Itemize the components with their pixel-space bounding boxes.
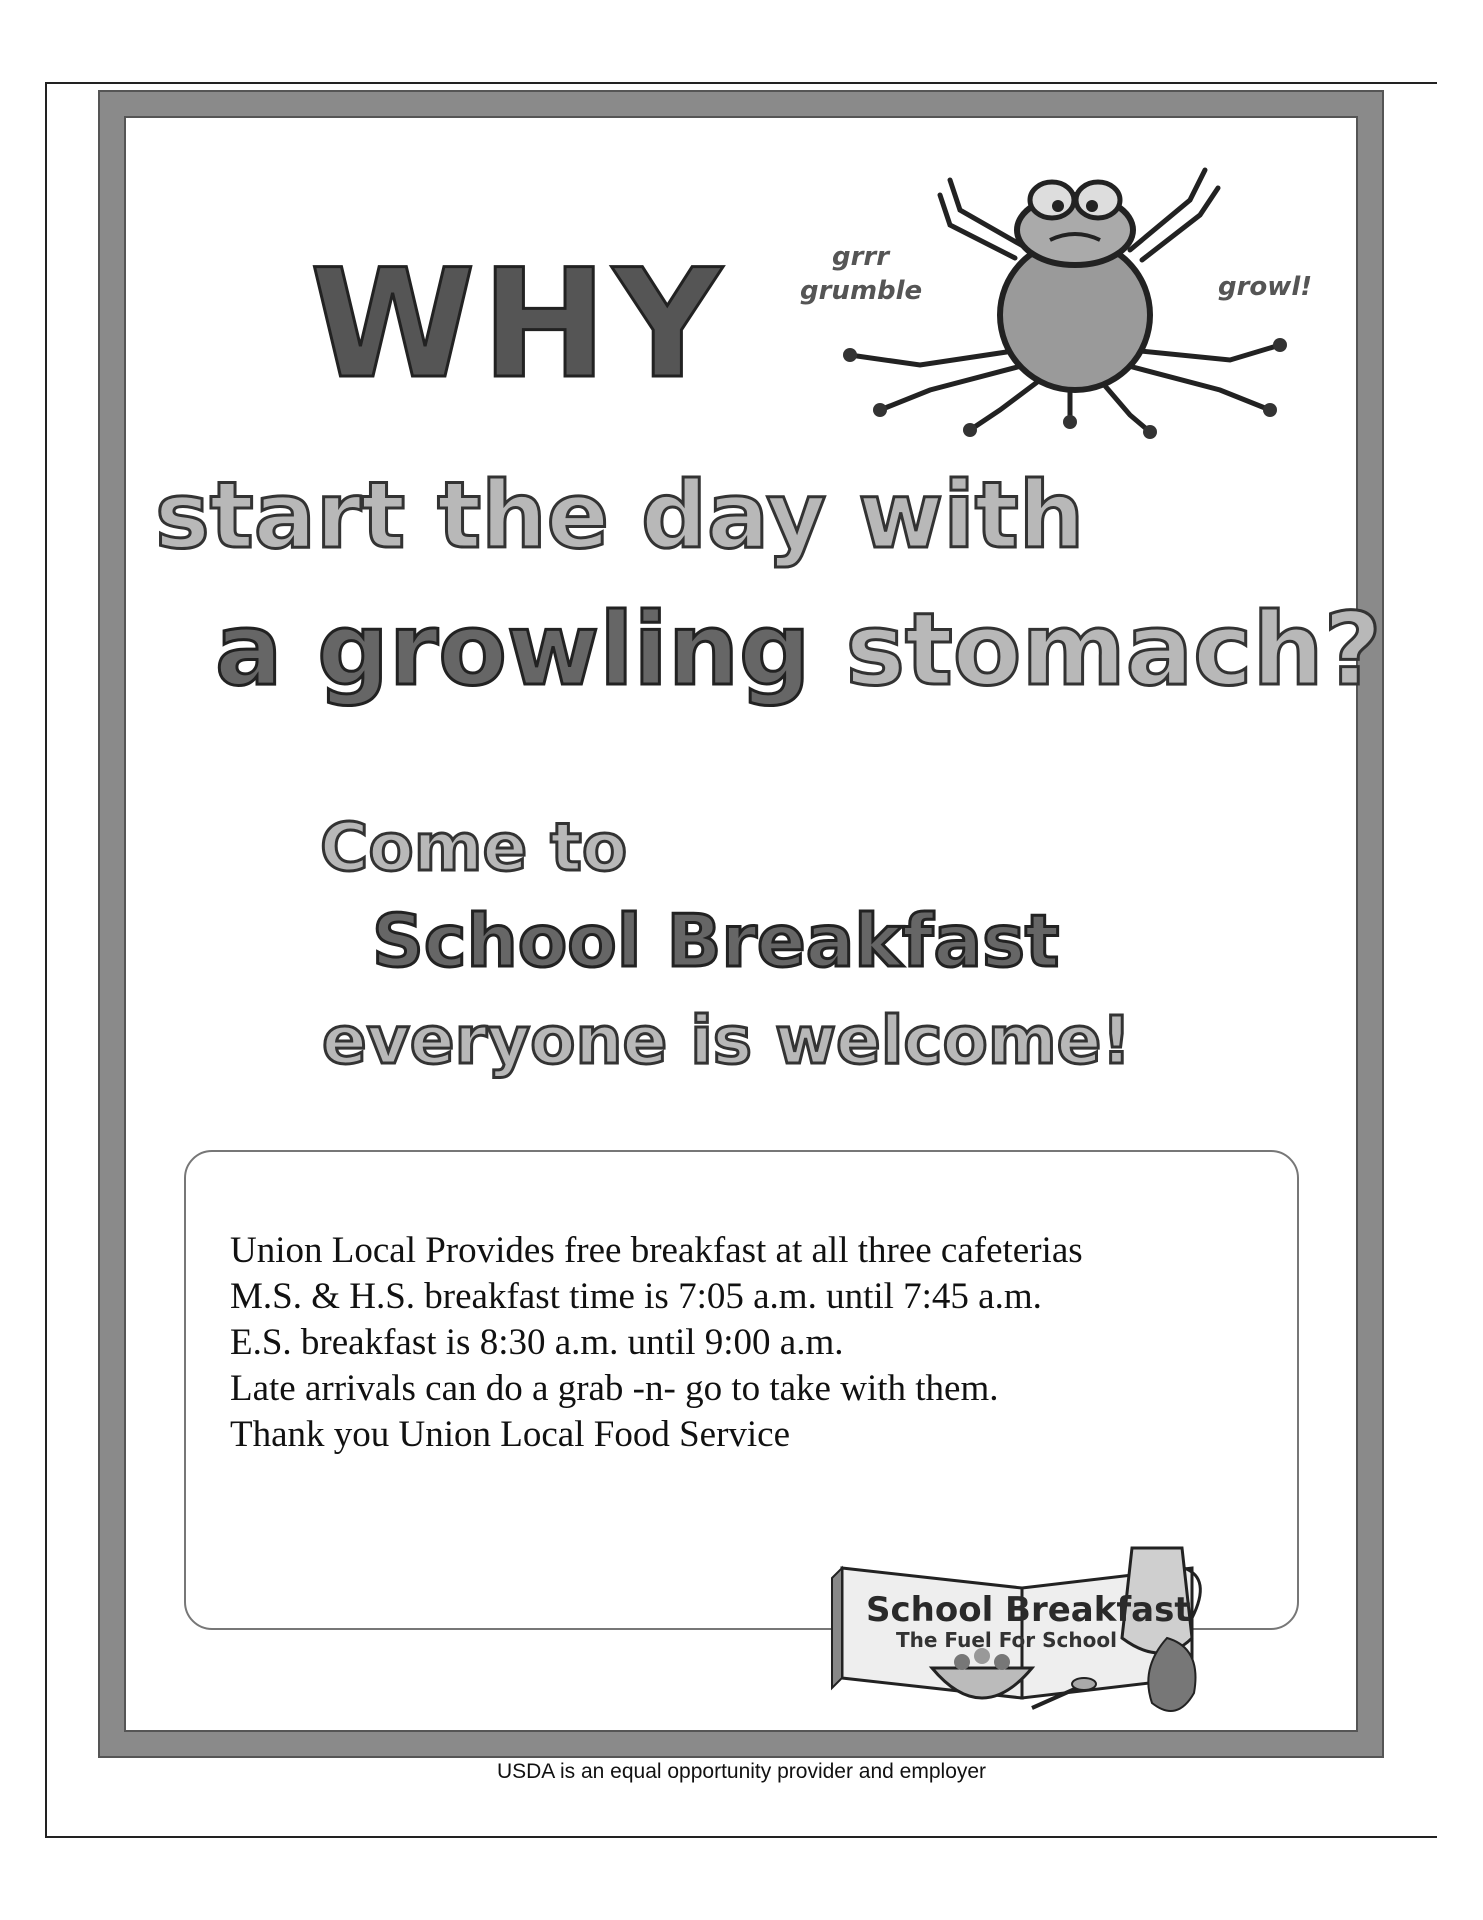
invitation-school-breakfast: School Breakfast (372, 899, 1060, 983)
invitation-everyone-welcome: everyone is welcome! (322, 1002, 1132, 1079)
page-rule-bottom (45, 1836, 1437, 1838)
headline-growling-stomach (215, 591, 1382, 708)
headline-why: WHY (310, 238, 728, 412)
usda-footer: USDA is an equal opportunity provider and employer (496, 1760, 987, 1783)
info-text (230, 1228, 1083, 1458)
invitation-come-to: Come to (320, 809, 628, 886)
info-line: E.S. breakfast is 8:30 a.m. until 9:00 a.m. (230, 1322, 844, 1363)
info-line: M.S. & H.S. breakfast time is 7:05 a.m. until 7:45 a.m. (230, 1276, 1042, 1317)
logo-tagline: The Fuel For School (896, 1628, 1117, 1652)
info-line: Thank you Union Local Food Service (230, 1414, 791, 1455)
frog-sound-grumble: grumble (800, 276, 923, 306)
headline-start-the-day: start the day with (155, 462, 1085, 569)
page-rule-top (45, 82, 1437, 84)
frog-sound-grrr: grrr (832, 242, 890, 272)
headline-stomach: stomach? (845, 591, 1382, 708)
frog-sound-growl: growl! (1218, 272, 1313, 302)
page-rule-left (45, 82, 47, 1838)
headline-a-growling: a growling (215, 591, 811, 708)
info-line: Late arrivals can do a grab -n- go to take with them. (230, 1368, 999, 1409)
logo-title: School Breakfast (866, 1590, 1191, 1630)
info-line: Union Local Provides free breakfast at all three cafeterias (230, 1230, 1083, 1271)
